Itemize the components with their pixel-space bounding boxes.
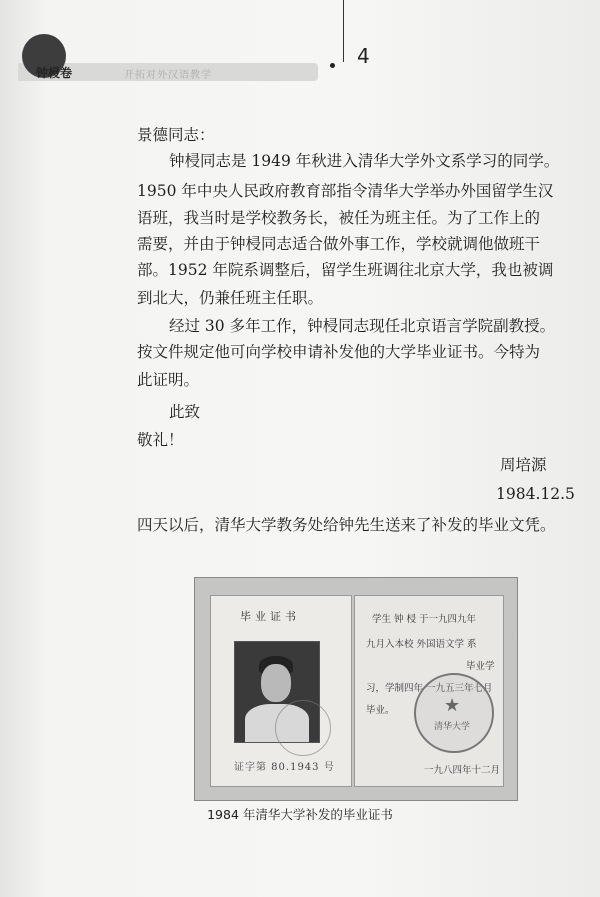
book-title: 钟梫卷: [36, 66, 73, 80]
portrait-photo: [234, 641, 320, 743]
letter-line: 按文件规定他可向学校申请补发他的大学毕业证书。今特为: [137, 343, 541, 361]
page-number: 4: [357, 44, 370, 68]
page-dot: [330, 63, 335, 68]
photo-stamp: [275, 700, 331, 756]
letter-line: 钟梫同志是 1949 年秋进入清华大学外文系学习的同学。: [169, 152, 560, 170]
seal-text: 清华大学: [434, 722, 471, 732]
certificate-issue-date: 一九八四年十二月: [424, 765, 501, 776]
letter-closing: 敬礼！: [137, 431, 184, 449]
certificate-serial: 证字第 80.1943 号: [234, 762, 335, 773]
letter-line: 语班，我当时是学校教务长，被任为班主任。为了工作上的: [137, 209, 541, 227]
letter-closing: 此致: [169, 403, 201, 421]
letter-salutation: 景德同志：: [137, 126, 215, 144]
certificate-line: 学生 钟 梫 于一九四九年: [372, 614, 477, 625]
photo-caption: 1984 年清华大学补发的毕业证书: [207, 807, 393, 822]
portrait-face: [261, 664, 291, 702]
book-subtitle: 开拓对外汉语教学: [124, 70, 212, 81]
certificate-line: 习，学制四年 一九五三年七月: [366, 683, 493, 694]
letter-line: 1950 年中央人民政府教育部指令清华大学举办外国留学生汉: [137, 182, 554, 200]
letter-line: 经过 30 多年工作，钟梫同志现任北京语言学院副教授。: [169, 317, 556, 335]
certificate-line: 九月入本校 外国语文学 系: [366, 639, 477, 650]
letter-line: 需要，并由于钟梫同志适合做外事工作，学校就调他做班干: [137, 235, 541, 253]
certificate-line: 毕业学: [466, 661, 495, 672]
letter-signature: 周培源: [500, 456, 547, 474]
letter-line: 此证明。: [137, 371, 200, 389]
divider-line: [343, 0, 344, 62]
university-seal: [414, 673, 494, 753]
after-text: 四天以后，清华大学教务处给钟先生送来了补发的毕业文凭。: [137, 516, 556, 534]
letter-date: 1984.12.5: [496, 485, 575, 503]
certificate-heading: 毕业证书: [240, 610, 300, 623]
letter-line: 部。1952 年院系调整后，留学生班调往北京大学，我也被调: [137, 261, 554, 279]
star-icon: ★: [444, 695, 461, 716]
certificate-line: 毕业。: [366, 705, 395, 716]
letter-line: 到北大，仍兼任班主任职。: [137, 289, 324, 307]
